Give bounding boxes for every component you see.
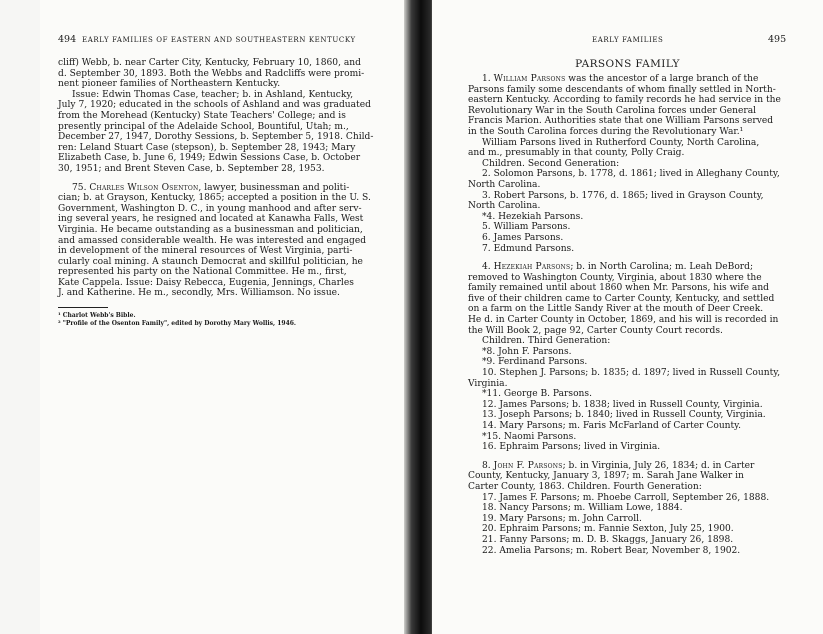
text-line: North Carolina.: [468, 201, 541, 212]
text-line: ¹ Charlot Webb's Bible.: [58, 312, 136, 320]
text-line: cliff) Webb, b. near Carter City, Kentucky, February 10, 1860, and: [58, 58, 361, 68]
text-line: Virginia.: [468, 378, 508, 389]
left-page: [40, 0, 410, 634]
text-line: *11. George B. Parsons.: [482, 389, 592, 400]
right-body-text: [468, 74, 802, 556]
left-paragraph-3: [58, 193, 391, 299]
p4-lines: [468, 273, 802, 337]
footnotes: [58, 312, 391, 328]
text-line: represented his party on the National Committee. He m., first,: [58, 267, 347, 278]
text-line: 18. Nancy Parsons; m. William Lowe, 1884.: [482, 503, 683, 514]
right-page: [432, 0, 823, 634]
left-paragraph-3-first-line: [58, 183, 391, 194]
text-line: 30, 1951; and Brent Steven Case, b. September 28, 1953.: [58, 163, 325, 174]
text-line: cularly coal mining. A staunch Democrat and skillful politician, he: [58, 256, 363, 267]
text-line: 14. Mary Parsons; m. Faris McFarland of Carter County.: [482, 421, 742, 431]
text-line: ² "Profile of the Osenton Family", edited by Dorothy Mary Wollis, 1946.: [58, 320, 297, 328]
text-line: nent pioneer families of Northeastern Kentucky.: [58, 79, 281, 90]
text-line: North Carolina.: [468, 179, 541, 190]
text-line: 21. Fanny Parsons; m. D. B. Skaggs, January 26, 1898.: [482, 534, 734, 545]
p4-first-line: [468, 262, 802, 273]
text-line: presently principal of the Adelaide School, Bountiful, Utah; m.,: [58, 121, 349, 132]
entry-rest: ; b. in North Carolina; m. Leah DeBord;: [570, 262, 754, 273]
text-line: *15. Naomi Parsons.: [482, 431, 577, 442]
text-line: Francis Marion. Authorities state that one William Parsons served: [468, 116, 774, 127]
section-title: PARSONS FAMILY: [575, 58, 680, 70]
left-paragraph-1: [58, 58, 391, 90]
text-line: 3. Robert Parsons, b. 1776, d. 1865; lived in Grayson County,: [482, 190, 764, 201]
p8-lines: [468, 471, 802, 492]
gen3-children: [468, 347, 802, 453]
text-line: 22. Amelia Parsons; m. Robert Bear, November 8, 1902.: [482, 545, 741, 556]
text-line: Parsons family some descendants of whom finally settled in North-: [468, 84, 776, 95]
text-line: 6. James Parsons.: [482, 232, 564, 243]
p1-lines: [468, 85, 802, 138]
p1-first-line: [468, 74, 802, 85]
entry-number: 75.: [72, 182, 87, 193]
text-line: 2. Solomon Parsons, b. 1778, d. 1861; lived in Alleghany County,: [482, 169, 780, 180]
entry-name: Charles Wilson Osenton: [89, 182, 199, 193]
entry-number: 8.: [482, 460, 491, 471]
text-line: County, Kentucky, January 3, 1897; m. Sarah Jane Walker in: [468, 471, 744, 482]
text-line: Issue: Edwin Thomas Case, teacher; b. in Ashland, Kentucky,: [72, 89, 354, 100]
gen4-children: [468, 493, 802, 557]
text-line: on a farm on the Little Sandy River at the mouth of Deer Creek.: [468, 304, 764, 315]
entry-name: John F. Parsons: [493, 460, 563, 471]
entry-rest: ; b. in Virginia, July 26, 1834; d. in Carter: [562, 460, 755, 471]
text-line: J. and Katherine. He m., secondly, Mrs. Williamson. No issue.: [58, 288, 340, 299]
gen3-heading: Children. Third Generation:: [482, 336, 611, 347]
text-line: in development of the mineral resources of West Virginia, parti-: [58, 246, 353, 257]
text-line: Elizabeth Case, b. June 6, 1949; Edwin Sessions Case, b. October: [58, 153, 361, 164]
text-line: July 7, 1920; educated in the schools of Ashland and was graduated: [58, 100, 371, 111]
text-line: 5. William Parsons.: [482, 222, 571, 233]
entry-rest: was the ancestor of a large branch of the: [565, 74, 759, 84]
text-line: eastern Kentucky. According to family records he had service in the: [468, 95, 781, 106]
entry-number: 4.: [482, 262, 491, 273]
text-line: Kate Cappela. Issue: Daisy Rebecca, Eugenia, Jennings, Charles: [58, 277, 354, 288]
text-line: in the South Carolina forces during the Revolutionary War.¹: [468, 126, 744, 137]
text-line: *8. John F. Parsons.: [482, 346, 572, 357]
footnote-rule: [58, 307, 108, 308]
text-line: d. September 30, 1893. Both the Webbs and Radcliffs were promi-: [58, 68, 365, 79]
text-line: 13. Joseph Parsons; b. 1840; lived in Russell County, Virginia.: [482, 410, 766, 421]
text-line: 10. Stephen J. Parsons; b. 1835; d. 1897; lived in Russell County,: [482, 368, 781, 379]
text-line: 12. James Parsons; b. 1838; lived in Russell County, Virginia.: [482, 399, 763, 410]
text-line: *4. Hezekiah Parsons.: [482, 211, 584, 222]
entry-rest: , lawyer, businessman and politi-: [198, 182, 350, 193]
text-line: family remained until about 1860 when Mr. Parsons, his wife and: [468, 283, 770, 294]
entry-name: William Parsons: [493, 74, 566, 84]
text-line: 20. Ephraim Parsons; m. Fannie Sexton, July 25, 1900.: [482, 524, 734, 535]
text-line: 19. Mary Parsons; m. John Carroll.: [482, 513, 642, 524]
right-running-head: EARLY FAMILIES: [592, 36, 664, 44]
entry-number: 1.: [482, 74, 491, 84]
text-line: Government, Washington D. C., in young manhood and after serv-: [58, 203, 362, 214]
text-line: 16. Ephraim Parsons; lived in Virginia.: [482, 442, 661, 453]
right-page-number: 495: [768, 34, 787, 45]
left-page-number: 494: [58, 34, 77, 45]
text-line: He d. in Carter County in October, 1869, and his will is recorded in: [468, 315, 779, 326]
text-line: ing several years, he resigned and located at Kanawha Falls, West: [58, 214, 364, 225]
text-line: 7. Edmund Parsons.: [482, 243, 575, 254]
left-body-text: [58, 58, 391, 328]
p8-first-line: [468, 461, 802, 472]
scan-margin: [0, 0, 40, 634]
text-line: Revolutionary War in the South Carolina forces under General: [468, 105, 757, 116]
left-running-head: EARLY FAMILIES OF EASTERN AND SOUTHEASTERN KENTUCKY: [82, 36, 356, 44]
text-line: five of their children came to Carter County, Kentucky, and settled: [468, 293, 775, 304]
text-line: *9. Ferdinand Parsons.: [482, 357, 588, 368]
text-line: ren: Leland Stuart Case (stepson), b. September 28, 1943; Mary: [58, 142, 356, 153]
text-line: and amassed considerable wealth. He was interested and engaged: [58, 235, 367, 246]
text-line: the Will Book 2, page 92, Carter County Court records.: [468, 325, 723, 336]
text-line: Carter County, 1863. Children. Fourth Generation:: [468, 481, 702, 492]
text-line: from the Morehead (Kentucky) State Teachers' College; and is: [58, 110, 346, 121]
text-line: and m., presumably in that county, Polly Craig.: [468, 148, 685, 159]
text-line: Virginia. He became outstanding as a businessman and politician,: [58, 224, 363, 235]
p2-lines: [468, 138, 802, 159]
text-line: December 27, 1947, Dorothy Sessions, b. September 5, 1918. Child-: [58, 132, 374, 143]
left-paragraph-2: [58, 90, 391, 175]
entry-name: Hezekiah Parsons: [493, 262, 571, 273]
gen2-heading: Children. Second Generation:: [482, 158, 620, 169]
gen2-children: [468, 169, 802, 254]
text-line: removed to Washington County, Virginia, about 1830 where the: [468, 272, 762, 283]
text-line: William Parsons lived in Rutherford County, North Carolina,: [482, 137, 760, 148]
text-line: cian; b. at Grayson, Kentucky, 1865; accepted a position in the U. S.: [58, 193, 371, 204]
text-line: 17. James F. Parsons; m. Phoebe Carroll, September 26, 1888.: [482, 492, 770, 503]
